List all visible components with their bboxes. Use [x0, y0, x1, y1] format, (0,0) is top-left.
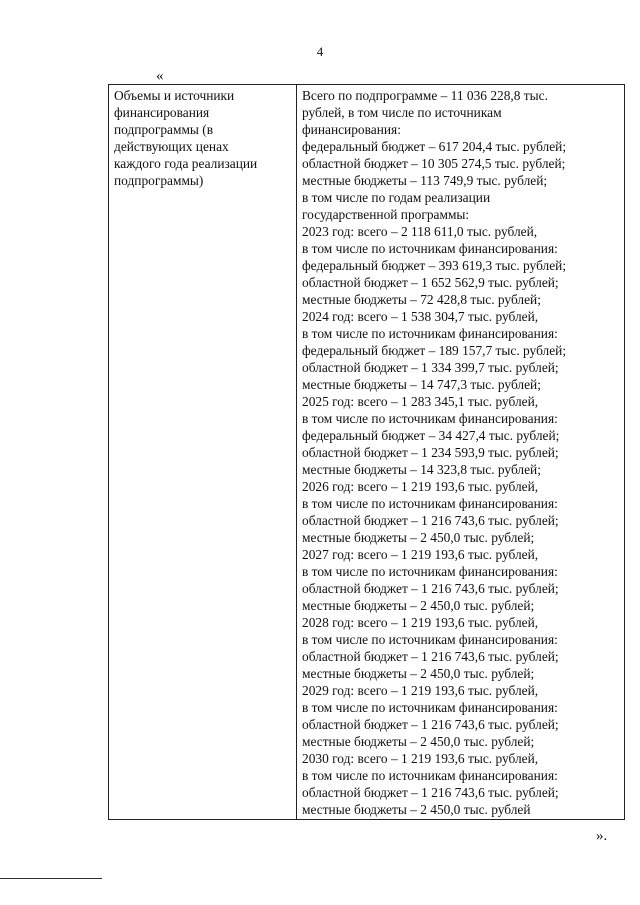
- content-line: в том числе по годам реализации: [302, 190, 491, 205]
- content-line: местные бюджеты – 14 323,8 тыс. рублей;: [302, 462, 541, 477]
- content-line: областной бюджет – 1 652 562,9 тыс. рублей;: [302, 275, 559, 290]
- content-line: федеральный бюджет – 189 157,7 тыс. рублей;: [302, 343, 567, 358]
- content-line: в том числе по источникам финансирования:: [302, 411, 558, 426]
- content-line: в том числе по источникам финансирования:: [302, 496, 558, 511]
- content-line: 2028 год: всего – 1 219 193,6 тыс. рублей,: [302, 615, 539, 630]
- content-line: 2024 год: всего – 1 538 304,7 тыс. рублей,: [302, 309, 539, 324]
- content-line: местные бюджеты – 2 450,0 тыс. рублей;: [302, 734, 535, 749]
- content-line: в том числе по источникам финансирования:: [302, 700, 558, 715]
- content-line: рублей, в том числе по источникам: [302, 105, 502, 120]
- content-line: 2025 год: всего – 1 283 345,1 тыс. рублей,: [302, 394, 539, 409]
- content-line: в том числе по источникам финансирования:: [302, 326, 558, 341]
- content-line: областной бюджет – 1 216 743,6 тыс. рублей;: [302, 717, 559, 732]
- content-line: областной бюджет – 1 234 593,9 тыс. рублей;: [302, 445, 559, 460]
- content-line: местные бюджеты – 14 747,3 тыс. рублей;: [302, 377, 541, 392]
- content-line: местные бюджеты – 72 428,8 тыс. рублей;: [302, 292, 541, 307]
- content-line: местные бюджеты – 113 749,9 тыс. рублей;: [302, 173, 548, 188]
- content-line: в том числе по источникам финансирования:: [302, 241, 558, 256]
- content-line: 2027 год: всего – 1 219 193,6 тыс. рублей,: [302, 547, 539, 562]
- content-line: областной бюджет – 1 216 743,6 тыс. рублей;: [302, 785, 559, 800]
- content-line: областной бюджет – 1 216 743,6 тыс. рублей;: [302, 513, 559, 528]
- content-line: в том числе по источникам финансирования:: [302, 632, 558, 647]
- content-line: местные бюджеты – 2 450,0 тыс. рублей: [302, 802, 531, 817]
- content-line: федеральный бюджет – 34 427,4 тыс. рублей;: [302, 428, 560, 443]
- content-line: местные бюджеты – 2 450,0 тыс. рублей;: [302, 666, 535, 681]
- label-line: финансирования: [114, 105, 210, 120]
- content-line: государственной программы:: [302, 207, 470, 222]
- content-line: финансирования:: [302, 122, 401, 137]
- label-line: подпрограммы (в: [114, 122, 214, 137]
- financing-label-cell: [109, 85, 297, 820]
- content-line: областной бюджет – 1 216 743,6 тыс. рублей;: [302, 649, 559, 664]
- financing-table: [108, 84, 625, 820]
- footer-divider: [0, 878, 102, 879]
- label-line: каждого года реализации: [114, 156, 258, 171]
- label-line: Объемы и источники: [114, 88, 235, 103]
- content-line: федеральный бюджет – 617 204,4 тыс. рублей;: [302, 139, 567, 154]
- content-line: 2030 год: всего – 1 219 193,6 тыс. рублей,: [302, 751, 539, 766]
- content-line: 2029 год: всего – 1 219 193,6 тыс. рублей,: [302, 683, 539, 698]
- financing-table-row: [109, 85, 625, 820]
- page-number: 4: [316, 44, 324, 59]
- content-line: в том числе по источникам финансирования:: [302, 564, 558, 579]
- label-line: действующих ценах: [114, 139, 229, 154]
- closing-quote-mark: ».: [596, 828, 608, 844]
- content-line: в том числе по источникам финансирования:: [302, 768, 558, 783]
- financing-content-text: [302, 87, 620, 818]
- financing-content-cell: [297, 85, 625, 820]
- opening-quote-mark: «: [156, 68, 164, 84]
- financing-label-text: [114, 87, 292, 189]
- content-line: местные бюджеты – 2 450,0 тыс. рублей;: [302, 530, 535, 545]
- label-line: подпрограммы): [114, 173, 204, 188]
- content-line: областной бюджет – 10 305 274,5 тыс. рублей;: [302, 156, 566, 171]
- content-line: федеральный бюджет – 393 619,3 тыс. рублей;: [302, 258, 567, 273]
- content-line: 2023 год: всего – 2 118 611,0 тыс. рублей,: [302, 224, 538, 239]
- content-line: Всего по подпрограмме – 11 036 228,8 тыс.: [302, 88, 548, 103]
- content-line: областной бюджет – 1 334 399,7 тыс. рублей;: [302, 360, 559, 375]
- content-line: местные бюджеты – 2 450,0 тыс. рублей;: [302, 598, 535, 613]
- content-line: 2026 год: всего – 1 219 193,6 тыс. рублей,: [302, 479, 539, 494]
- content-line: областной бюджет – 1 216 743,6 тыс. рублей;: [302, 581, 559, 596]
